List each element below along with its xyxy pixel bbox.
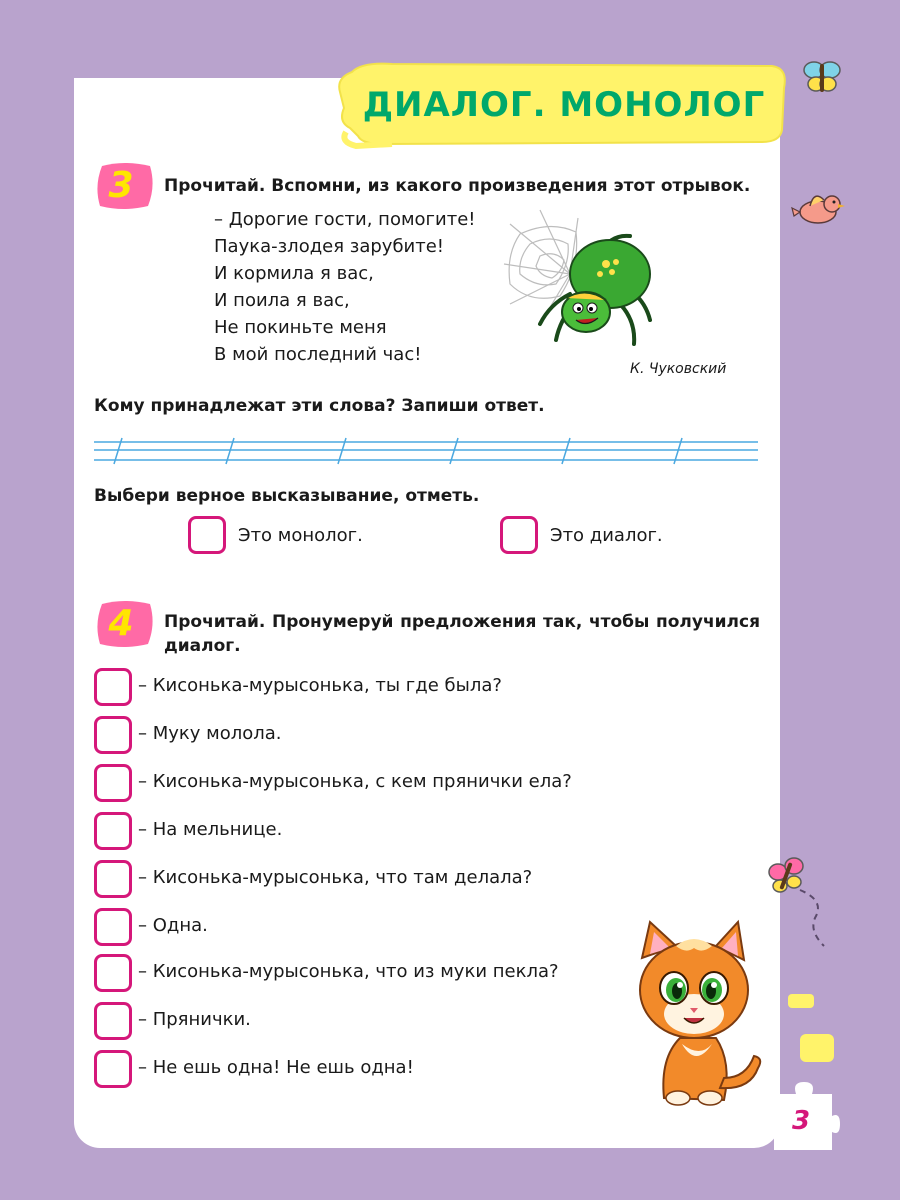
number-input-box[interactable] [94,764,132,802]
dialogue-line-text: – Кисонька-мурысонька, что из муки пекла? [138,961,559,982]
number-input-box[interactable] [94,668,132,706]
task-4-number: 4 [108,603,134,644]
dialogue-option-label: Это диалог. [550,525,663,546]
poem-line: Не покиньте меня [214,317,387,338]
poem-line: – Дорогие гости, помогите! [214,209,476,230]
kitten-illustration [620,918,770,1108]
number-input-box[interactable] [94,954,132,992]
monologue-checkbox[interactable] [188,516,226,554]
dialogue-line-text: – Кисонька-мурысонька, что там делала? [138,867,533,888]
poem-excerpt [214,206,475,368]
dialogue-line-text: – Одна. [138,915,208,936]
task-4-instruction-line1: Прочитай. Пронумеруй предложения так, чтобы получился [164,612,760,632]
answer-writing-lines[interactable] [94,434,758,466]
page-number: 3 [791,1106,811,1136]
dialogue-line-text: – Прянички. [138,1009,251,1030]
poem-author: К. Чуковский [630,361,727,377]
number-input-box[interactable] [94,1002,132,1040]
number-input-box[interactable] [94,812,132,850]
spider-illustration [500,204,660,354]
number-input-box[interactable] [94,1050,132,1088]
poem-line: Паука-злодея зарубите! [214,236,445,257]
number-input-box[interactable] [94,716,132,754]
poem-line: И поила я вас, [214,290,350,311]
task-4-instruction-line2: диалог. [164,636,241,656]
butterfly-trail-icon [764,850,834,950]
decorative-yellow-shapes [786,990,836,1070]
page-title: ДИАЛОГ. МОНОЛОГ [362,85,766,125]
task-3-number: 3 [108,165,134,206]
monologue-option-label: Это монолог. [238,525,363,546]
dialogue-line-text: – Не ешь одна! Не ешь одна! [138,1057,414,1078]
number-input-box[interactable] [94,860,132,898]
bird-icon [790,186,846,230]
dialogue-checkbox[interactable] [500,516,538,554]
dialogue-line-text: – Кисонька-мурысонька, ты где была? [138,675,502,696]
task-3-instruction: Прочитай. Вспомни, из какого произведения этот отрывок. [164,176,751,196]
task-3-choose-instruction: Выбери верное высказывание, отметь. [94,486,480,506]
task-3-question: Кому принадлежат эти слова? Запиши ответ. [94,396,545,416]
butterfly-icon [800,56,844,100]
dialogue-line-text: – На мельнице. [138,819,283,840]
poem-line: И кормила я вас, [214,263,374,284]
dialogue-line-text: – Муку молола. [138,723,282,744]
number-input-box[interactable] [94,908,132,946]
poem-line: В мой последний час! [214,344,422,365]
dialogue-line-text: – Кисонька-мурысонька, с кем прянички ела? [138,771,572,792]
